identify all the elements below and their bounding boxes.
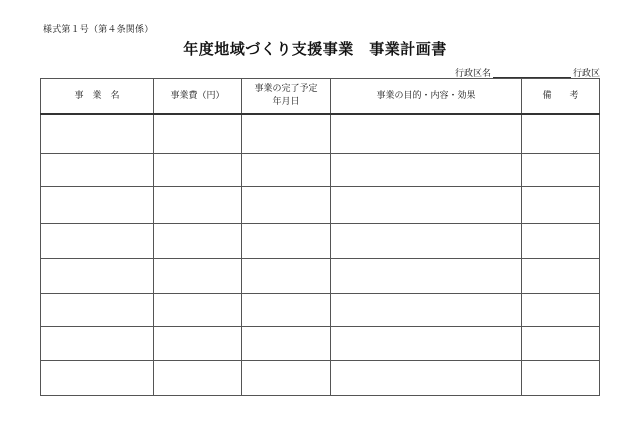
project-name-cell[interactable]	[41, 259, 154, 294]
remarks-cell[interactable]	[522, 224, 600, 259]
table-row	[41, 187, 600, 224]
purpose-cell[interactable]	[331, 114, 522, 154]
table-row	[41, 361, 600, 396]
completion-date-cell[interactable]	[242, 294, 331, 327]
purpose-cell[interactable]	[331, 259, 522, 294]
completion-date-cell[interactable]	[242, 154, 331, 187]
project-cost-cell[interactable]	[154, 224, 242, 259]
completion-date-line2: 年月日	[272, 97, 300, 107]
project-cost-cell[interactable]	[154, 187, 242, 224]
completion-date-cell[interactable]	[242, 361, 331, 396]
project-cost-cell[interactable]	[154, 154, 242, 187]
column-header-project-cost: 事業費（円）	[154, 79, 242, 115]
table-row	[41, 327, 600, 361]
table-row	[41, 294, 600, 327]
remarks-cell[interactable]	[522, 114, 600, 154]
remarks-cell[interactable]	[522, 187, 600, 224]
project-cost-cell[interactable]	[154, 327, 242, 361]
table-header-row	[41, 79, 600, 115]
remarks-cell[interactable]	[522, 154, 600, 187]
purpose-cell[interactable]	[331, 294, 522, 327]
project-cost-cell[interactable]	[154, 294, 242, 327]
column-header-purpose: 事業の目的・内容・効果	[331, 79, 522, 115]
remarks-cell[interactable]	[522, 294, 600, 327]
ward-name-label: 行政区名	[455, 69, 492, 79]
project-name-cell[interactable]	[41, 327, 154, 361]
table-body	[41, 114, 600, 396]
completion-date-cell[interactable]	[242, 187, 331, 224]
table-row	[41, 259, 600, 294]
project-cost-cell[interactable]	[154, 361, 242, 396]
completion-date-cell[interactable]	[242, 224, 331, 259]
purpose-cell[interactable]	[331, 224, 522, 259]
page-title: 年度地域づくり支援事業 事業計画書	[183, 40, 447, 58]
purpose-cell[interactable]	[331, 154, 522, 187]
project-name-cell[interactable]	[41, 224, 154, 259]
purpose-cell[interactable]	[331, 327, 522, 361]
completion-date-line1: 事業の完了予定	[254, 84, 318, 94]
completion-date-cell[interactable]	[242, 114, 331, 154]
ward-suffix-label: 行政区	[572, 69, 600, 79]
table-row	[41, 154, 600, 187]
remarks-cell[interactable]	[522, 361, 600, 396]
project-name-cell[interactable]	[41, 294, 154, 327]
purpose-cell[interactable]	[331, 361, 522, 396]
table-row	[41, 114, 600, 154]
column-header-remarks: 備 考	[522, 79, 600, 115]
project-name-cell[interactable]	[41, 154, 154, 187]
ward-name-blank[interactable]	[493, 68, 571, 78]
table-row	[41, 224, 600, 259]
remarks-cell[interactable]	[522, 259, 600, 294]
completion-date-cell[interactable]	[242, 259, 331, 294]
plan-table	[40, 78, 600, 396]
project-cost-cell[interactable]	[154, 114, 242, 154]
form-number: 様式第１号（第４条関係）	[43, 25, 154, 35]
purpose-cell[interactable]	[331, 187, 522, 224]
column-header-completion-date	[242, 79, 331, 115]
project-name-cell[interactable]	[41, 361, 154, 396]
remarks-cell[interactable]	[522, 327, 600, 361]
project-cost-cell[interactable]	[154, 259, 242, 294]
completion-date-cell[interactable]	[242, 327, 331, 361]
project-name-cell[interactable]	[41, 114, 154, 154]
column-header-project-name: 事 業 名	[41, 79, 154, 115]
project-name-cell[interactable]	[41, 187, 154, 224]
